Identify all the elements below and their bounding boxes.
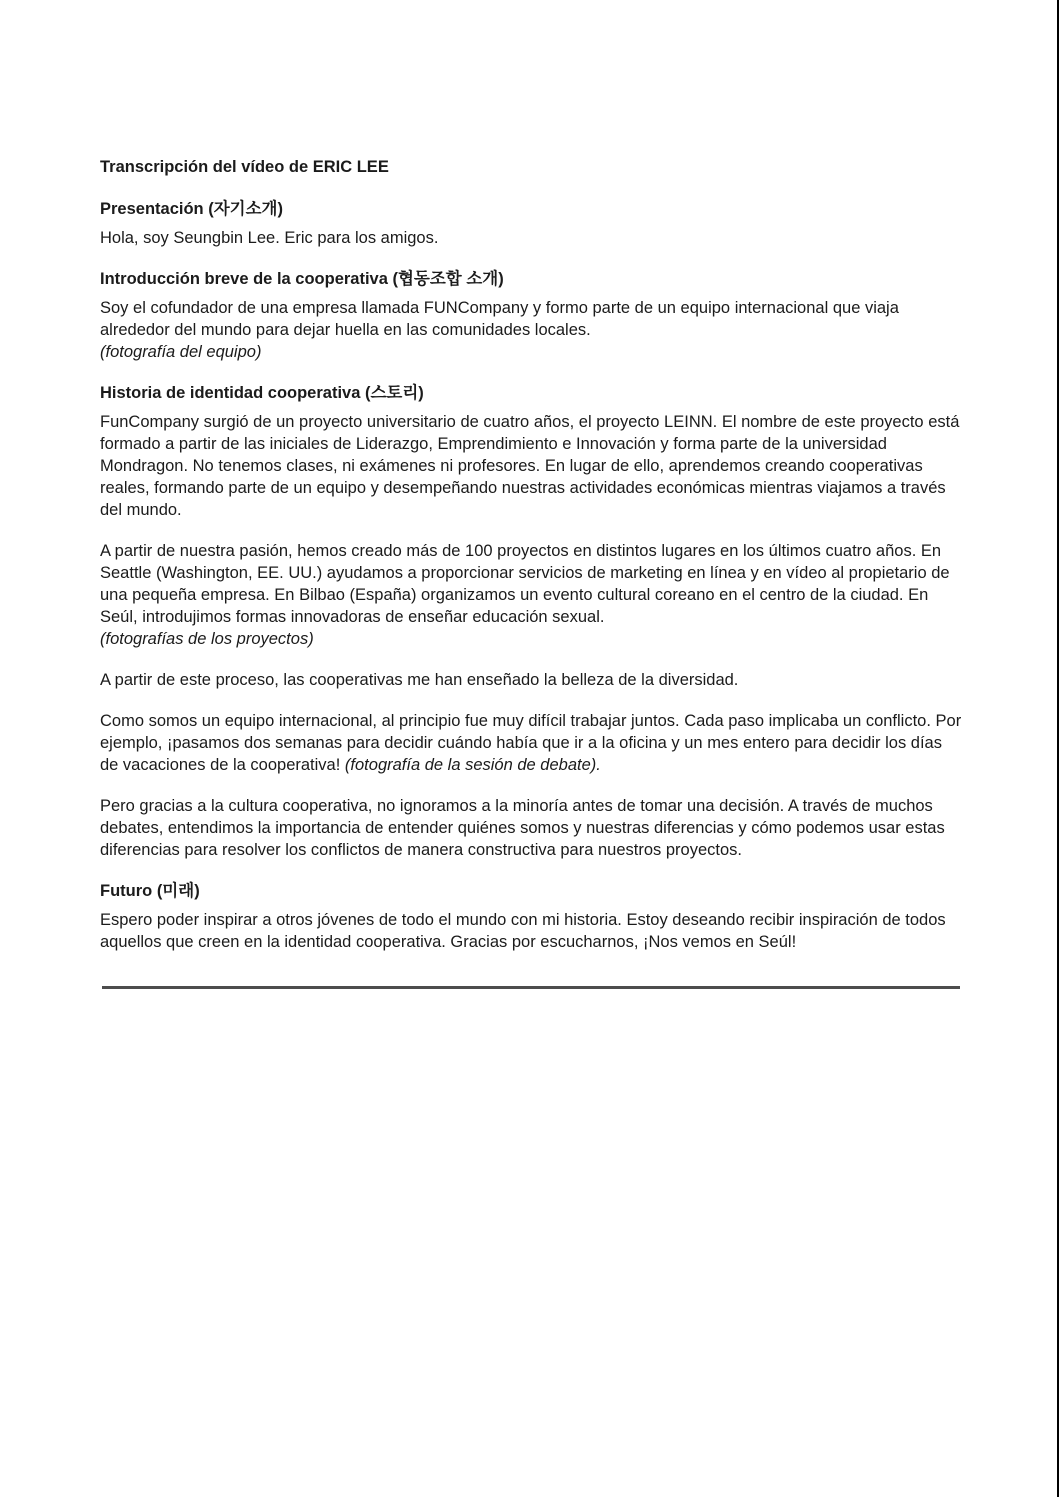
paragraph-historia-4-text: Como somos un equipo internacional, al principio fue muy difícil trabajar juntos. Cada paso implicaba un conflicto. Por ejemplo, ¡pasamos dos semanas para decidir cuándo había que ir a la oficina y un mes entero para decidir los días de vacaciones de la cooperativa! — [100, 712, 962, 774]
paragraph-historia-1: FunCompany surgió de un proyecto universitario de cuatro años, el proyecto LEINN. El nombre de este proyecto está formado a partir de las iniciales de Liderazgo, Emprendimiento e Innovación y forma parte de la universidad Mondragon. No tenemos clases, ni exámenes ni profesores. En lugar de ello, aprendemos creando cooperativas reales, formando parte de un equipo y desempeñando nuestras actividades económicas mientras viajamos a través del mundo. — [100, 413, 960, 519]
horizontal-rule — [102, 986, 960, 989]
section-heading-futuro: Futuro (미래) — [100, 882, 200, 900]
paragraph-historia-2: A partir de nuestra pasión, hemos creado más de 100 proyectos en distintos lugares en los últimos cuatro años. En Seattle (Washington, EE. UU.) ayudamos a proporcionar servicios de marketing en línea y en vídeo al propietario de una pequeña empresa. En Bilbao (España) organizamos un evento cultural coreano en el centro de la ciudad. En Seúl, introdujimos formas innovadoras de enseñar educación sexual. — [100, 542, 950, 626]
photo-note-equipo: (fotografía del equipo) — [100, 343, 262, 361]
document-title: Transcripción del vídeo de ERIC LEE — [100, 158, 389, 176]
paragraph-futuro: Espero poder inspirar a otros jóvenes de todo el mundo con mi historia. Estoy deseando recibir inspiración de todos aquellos que creen en la identidad cooperativa. Gracias por escucharnos, ¡Nos vemos en Seúl! — [100, 911, 946, 951]
page-edge-line — [1057, 0, 1059, 1497]
section-heading-historia: Historia de identidad cooperativa (스토리) — [100, 384, 424, 402]
section-heading-introduccion: Introducción breve de la cooperativa (협동조합 소개) — [100, 270, 504, 288]
section-heading-presentacion: Presentación (자기소개) — [100, 200, 283, 218]
paragraph-historia-4 — [100, 710, 962, 776]
document-content — [100, 156, 962, 989]
photo-note-sesion-debate: (fotografía de la sesión de debate). — [344, 756, 601, 774]
paragraph-presentacion: Hola, soy Seungbin Lee. Eric para los amigos. — [100, 229, 439, 247]
photo-note-proyectos: (fotografías de los proyectos) — [100, 630, 314, 648]
paragraph-historia-5: Pero gracias a la cultura cooperativa, no ignoramos a la minoría antes de tomar una decisión. A través de muchos debates, entendimos la importancia de entender quiénes somos y nuestras diferencias y cómo podemos usar estas diferencias para resolver los conflictos de manera constructiva para nuestros proyectos. — [100, 797, 945, 859]
paragraph-historia-3: A partir de este proceso, las cooperativas me han enseñado la belleza de la diversidad. — [100, 671, 739, 689]
paragraph-introduccion: Soy el cofundador de una empresa llamada FUNCompany y formo parte de un equipo internacional que viaja alrededor del mundo para dejar huella en las comunidades locales. — [100, 299, 899, 339]
